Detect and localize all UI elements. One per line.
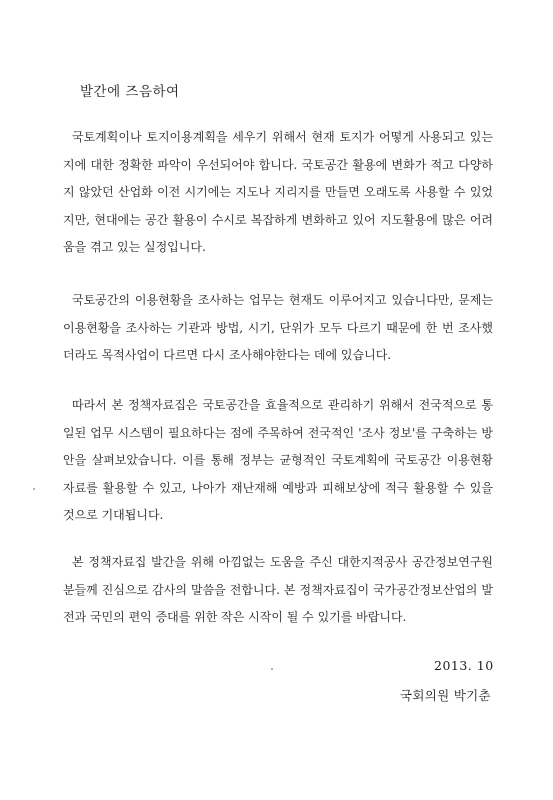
publication-date: 2013. 10 bbox=[434, 658, 494, 673]
paragraph-policy-proposal: 따라서 본 정책자료집은 국토공간을 효율적으로 관리하기 위해서 전국적으로 통일된 업무 시스템이 필요하다는 점에 주목하여 전국적인 '조사 정보'를 구축하는 방안을 살펴보았습니다. 이를 통해 정부는 균형적인 국토계획에 국토공간 이용현황 자료를 활용할 수 있고, 나아가 재난재해 예방과 피해보상에 적극 활용할 수 있을 것으로 기대됩니다. bbox=[63, 398, 493, 522]
paragraph-land-use-survey: 국토계획이나 토지이용계획을 세우기 위해서 현재 토지가 어떻게 사용되고 있는지에 대한 정확한 파악이 우선되어야 합니다. 국토공간 활용에 변화가 적고 다양하지 않았던 산업화 이전 시기에는 지도나 지리지를 만들면 오래도록 사용할 수 있었지만, 현대에는 공간 활용이 수시로 복잡하게 변화하고 있어 지도활용에 많은 어려움을 겪고 있는 실정입니다. bbox=[63, 130, 493, 254]
paragraph-survey-problem: 국토공간의 이용현황을 조사하는 업무는 현재도 이루어지고 있습니다만, 문제는 이용현황을 조사하는 기관과 방법, 시기, 단위가 모두 다르기 때문에 한 번 조사했더라도 목적사업이 다르면 다시 조사해야한다는 데에 있습니다. bbox=[63, 293, 493, 362]
scan-speck bbox=[33, 488, 35, 490]
scan-speck bbox=[271, 668, 273, 670]
section-heading: 발간에 즈음하여 bbox=[80, 84, 180, 100]
paragraph-acknowledgement: 본 정책자료집 발간을 위해 아낌없는 도움을 주신 대한지적공사 공간정보연구원 분들께 진심으로 감사의 말씀을 전합니다. 본 정책자료집이 국가공간정보산업의 발전과 국민의 편익 증대를 위한 작은 시작이 될 수 있기를 바랍니다. bbox=[63, 555, 493, 624]
author-signature: 국회의원 박기춘 bbox=[400, 688, 491, 703]
